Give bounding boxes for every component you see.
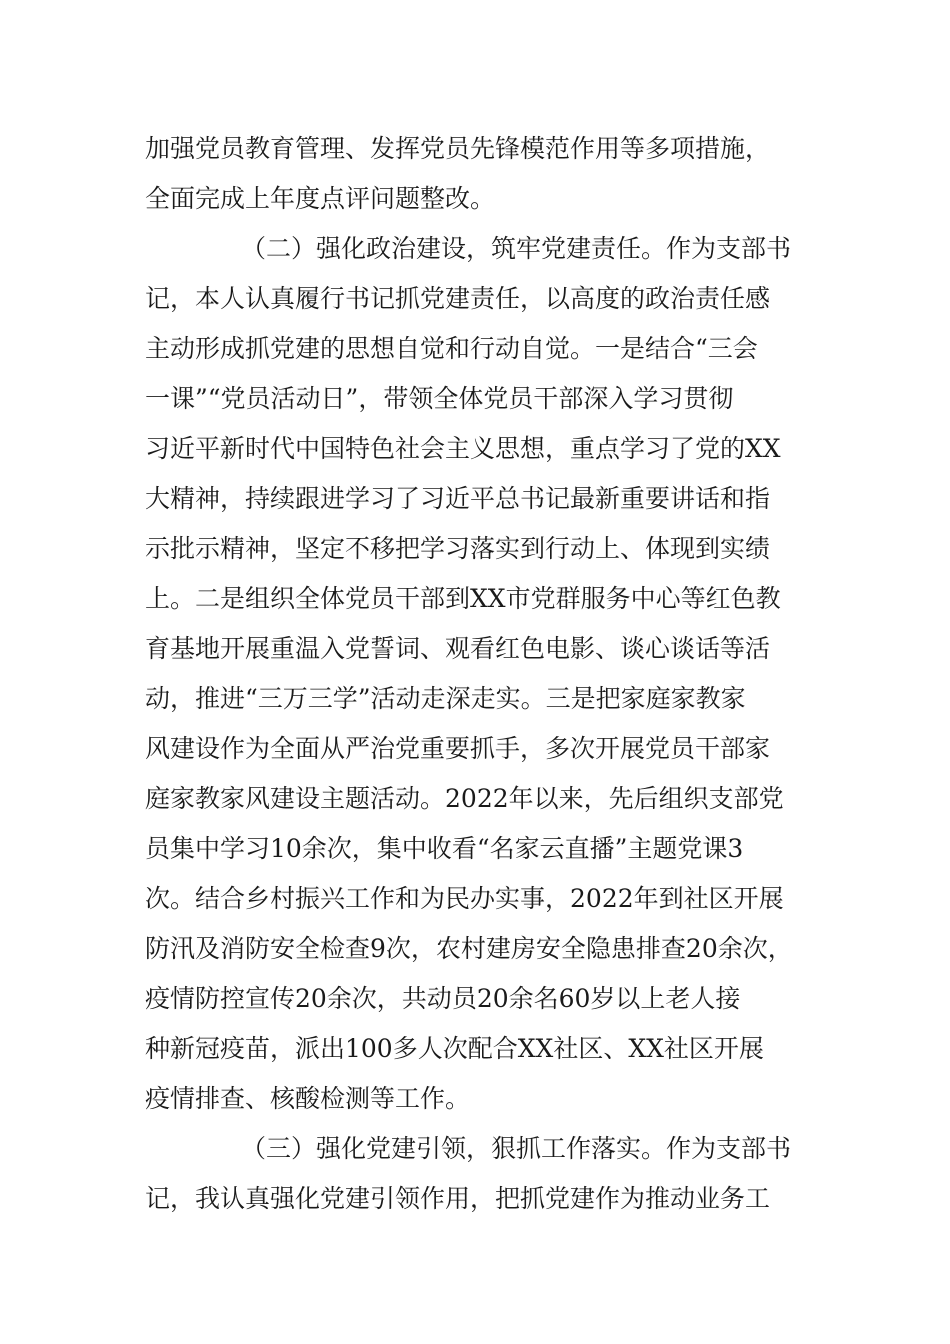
text-line: 动，推进“三万三学”活动走深走实。三是把家庭家教家 bbox=[145, 684, 746, 713]
section-heading-line: （三）强化党建引领，狠抓工作落实。作为支部书 bbox=[241, 1134, 792, 1163]
text-line: 习近平新时代中国特色社会主义思想，重点学习了党的XX bbox=[145, 434, 781, 463]
body-text bbox=[145, 124, 825, 1224]
section-heading-line: （二）强化政治建设，筑牢党建责任。作为支部书 bbox=[241, 234, 792, 263]
text-line: 疫情防控宣传20余次，共动员20余名60岁以上老人接 bbox=[145, 984, 741, 1013]
text-line: 育基地开展重温入党誓词、观看红色电影、谈心谈话等活 bbox=[145, 634, 771, 663]
text-line: 防汛及消防安全检查9次，农村建房安全隐患排查20余次， bbox=[145, 934, 793, 963]
text-line: 次。结合乡村振兴工作和为民办实事，2022年到社区开展 bbox=[145, 884, 784, 913]
text-line: 风建设作为全面从严治党重要抓手，多次开展党员干部家 bbox=[145, 734, 771, 763]
text-line: 示批示精神，坚定不移把学习落实到行动上、体现到实绩 bbox=[145, 534, 771, 563]
text-line: 主动形成抓党建的思想自觉和行动自觉。一是结合“三会 bbox=[145, 334, 758, 363]
text-line: 记，我认真强化党建引领作用，把抓党建作为推动业务工 bbox=[145, 1184, 771, 1213]
text-line: 疫情排查、核酸检测等工作。 bbox=[145, 1084, 471, 1113]
text-line: 上。二是组织全体党员干部到XX市党群服务中心等红色教 bbox=[145, 584, 781, 613]
text-line: 种新冠疫苗，派出100多人次配合XX社区、XX社区开展 bbox=[145, 1034, 764, 1063]
text-line: 一课”“党员活动日”，带领全体党员干部深入学习贯彻 bbox=[145, 384, 734, 413]
text-line: 记，本人认真履行书记抓党建责任，以高度的政治责任感 bbox=[145, 284, 771, 313]
text-line: 庭家教家风建设主题活动。2022年以来，先后组织支部党 bbox=[145, 784, 784, 813]
text-line: 大精神，持续跟进学习了习近平总书记最新重要讲话和指 bbox=[145, 484, 771, 513]
text-line: 员集中学习10余次，集中收看“名家云直播”主题党课3 bbox=[145, 834, 744, 863]
text-line: 全面完成上年度点评问题整改。 bbox=[145, 184, 496, 213]
text-line: 加强党员教育管理、发挥党员先锋模范作用等多项措施， bbox=[145, 134, 771, 163]
